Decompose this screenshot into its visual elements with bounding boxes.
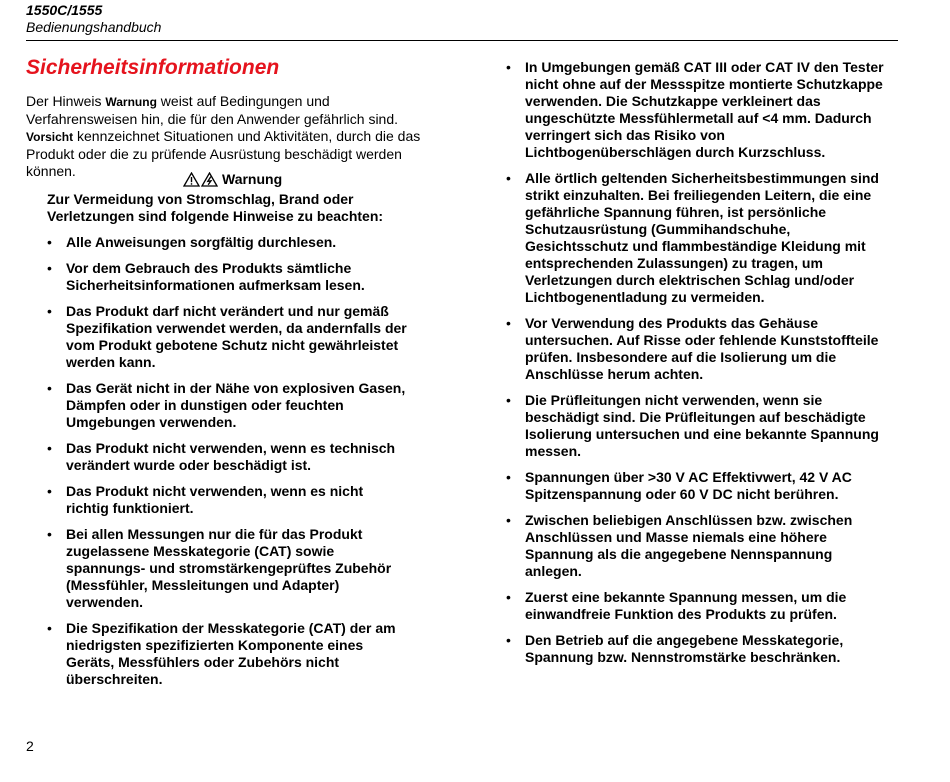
- list-item: • Spannungen über >30 V AC Effektivwert, 42 V AC Spitzenspannung oder 60 V DC nicht berühren.: [506, 469, 886, 503]
- model-name: 1550C/1555: [26, 2, 103, 18]
- page-number: 2: [26, 738, 34, 754]
- electrical-hazard-icon: [201, 172, 218, 187]
- list-item: • Das Produkt darf nicht verändert und nur gemäß Spezifikation verwendet werden, da andernfalls der vom Produkt gebotene Schutz nicht gewährleistet werden kann.: [47, 303, 409, 371]
- list-item: • Zwischen beliebigen Anschlüssen bzw. zwischen Anschlüssen und Masse niemals eine höhere Spannung als die angegebene Nennspannung anlegen.: [506, 512, 886, 580]
- intro-text-3: kennzeichnet Situationen und Aktivitäten, durch die das Produkt oder die zu prüfende Ausrüstung beschädigt werden können.: [26, 128, 421, 179]
- list-item: • In Umgebungen gemäß CAT III oder CAT IV den Tester nicht ohne auf der Messspitze montierte Schutzkappe verwenden. Die Schutzkappe verkleinert das ungeschützte Messfühlermetall auf <4 mm. Dadurch verringert sich das Risiko von Lichtbogenüberschlägen durch Kurzschluss.: [506, 59, 886, 161]
- list-item: • Alle Anweisungen sorgfältig durchlesen.: [47, 234, 409, 251]
- list-item: • Vor Verwendung des Produkts das Gehäuse untersuchen. Auf Risse oder fehlende Kunststoffteile prüfen. Insbesondere auf die Isolierung um die Anschlüsse herum achten.: [506, 315, 886, 383]
- list-item: • Alle örtlich geltenden Sicherheitsbestimmungen sind strikt einzuhalten. Bei freiliegenden Leitern, die eine gefährliche Spannung führen, ist persönliche Schutzausrüstung (Gummihandschuhe, Gesichtsschutz und flammbeständige Kleidung mit entsprechenden Zulassungen) zu tragen, um Verletzungen durch elektrischen Schlag und/oder Lichtbogenentladung zu vermeiden.: [506, 170, 886, 306]
- intro-text-2: weist auf Bedingungen und Verfahrensweisen hin, die für den Anwender gefährlich sind.: [26, 93, 399, 127]
- warning-icons: [183, 172, 218, 187]
- list-item: • Das Produkt nicht verwenden, wenn es technisch verändert wurde oder beschädigt ist.: [47, 440, 409, 474]
- list-item: • Vor dem Gebrauch des Produkts sämtliche Sicherheitsinformationen aufmerksam lesen.: [47, 260, 409, 294]
- list-item: • Zuerst eine bekannte Spannung messen, um die einwandfreie Funktion des Produkts zu prüfen.: [506, 589, 886, 623]
- intro-text-1: Der Hinweis: [26, 93, 106, 109]
- warning-triangle-icon: [183, 172, 200, 187]
- manual-name: Bedienungshandbuch: [26, 19, 162, 35]
- list-item: • Den Betrieb auf die angegebene Messkategorie, Spannung bzw. Nennstromstärke beschränken.: [506, 632, 886, 666]
- intro-paragraph: [26, 93, 436, 180]
- left-warning-list: [47, 234, 409, 697]
- right-warning-list: [506, 59, 886, 675]
- list-item: • Bei allen Messungen nur die für das Produkt zugelassene Messkategorie (CAT) sowie spannungs- und stromstärkengeprüftes Zubehör (Messfühler, Messleitungen und Adapter) verwenden.: [47, 526, 409, 611]
- keyword-caution: Vorsicht: [26, 130, 74, 144]
- list-item: • Das Gerät nicht in der Nähe von explosiven Gasen, Dämpfen oder in dunstigen oder feuchten Umgebungen verwenden.: [47, 380, 409, 431]
- section-title: Sicherheitsinformationen: [26, 56, 280, 79]
- page-header: [26, 2, 161, 36]
- warning-lead: Zur Vermeidung von Stromschlag, Brand oder Verletzungen sind folgende Hinweise zu beachten:: [47, 191, 384, 224]
- keyword-warning: Warnung: [105, 95, 157, 109]
- list-item: • Das Produkt nicht verwenden, wenn es nicht richtig funktioniert.: [47, 483, 409, 517]
- header-rule: [26, 40, 898, 41]
- list-item: • Die Spezifikation der Messkategorie (CAT) der am niedrigsten spezifizierten Komponente eines Geräts, Messfühlers oder Zubehörs nicht überschreiten.: [47, 620, 409, 688]
- warning-label: Warnung: [222, 171, 283, 187]
- list-item: • Die Prüfleitungen nicht verwenden, wenn sie beschädigt sind. Die Prüfleitungen auf beschädigte Isolierung untersuchen und eine bekannte Spannung messen.: [506, 392, 886, 460]
- warning-heading: [183, 171, 282, 187]
